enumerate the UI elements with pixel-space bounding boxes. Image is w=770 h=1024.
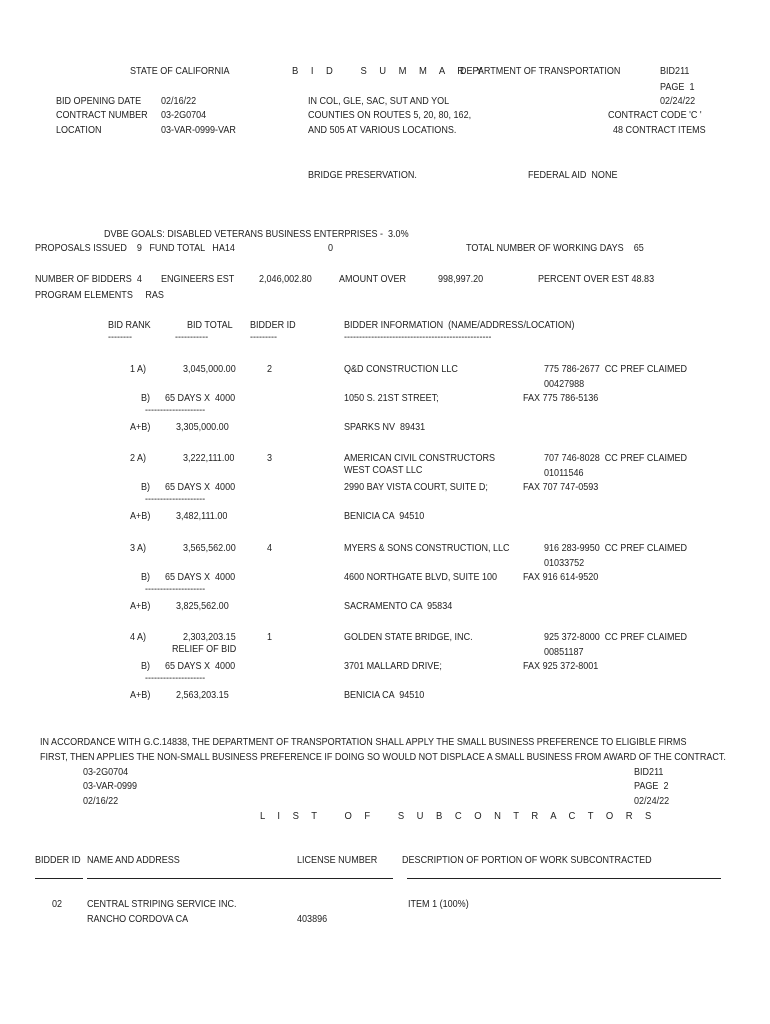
bidder-city: SACRAMENTO CA 95834	[344, 600, 453, 612]
location-value: 03-VAR-0999-VAR	[161, 124, 236, 136]
dash-separator: --------------------	[145, 404, 206, 416]
bidder-fax: FAX 775 786-5136	[523, 392, 599, 404]
bid-total: 3,045,000.00	[183, 363, 236, 375]
amount-over-label: AMOUNT OVER	[339, 273, 407, 285]
report-id: BID211	[660, 65, 690, 77]
dvbe-goals: DVBE GOALS: DISABLED VETERANS BUSINESS ENTERPRISES - 3.0%	[104, 228, 409, 240]
sub-col-description: DESCRIPTION OF PORTION OF WORK SUBCONTRACTED	[402, 854, 652, 866]
preference-notice-line-1: IN ACCORDANCE WITH G.C.14838, THE DEPARTMENT OF TRANSPORTATION SHALL APPLY THE SMALL BUSINESS PREFERENCE TO ELIGIBLE FIRMS	[40, 736, 687, 748]
description-line-2: COUNTIES ON ROUTES 5, 20, 80, 162,	[308, 109, 472, 121]
bid-rank: 2 A)	[130, 452, 147, 464]
sub-name: CENTRAL STRIPING SERVICE INC.	[87, 898, 237, 910]
bid-opening-value: 02/16/22	[161, 95, 197, 107]
fund-total-value: 0	[328, 242, 334, 254]
a-plus-b-label: A+B)	[130, 689, 151, 701]
a-plus-b-total: 2,563,203.15	[176, 689, 229, 701]
engineers-est-label: ENGINEERS EST	[161, 273, 235, 285]
relief-of-bid: RELIEF OF BID	[172, 643, 237, 655]
bid-days: 65 DAYS X 4000	[165, 481, 236, 493]
a-plus-b-total: 3,305,000.00	[176, 421, 229, 433]
col-underline-rank: --------	[108, 331, 133, 343]
dash-separator: --------------------	[145, 583, 206, 595]
page2-page-number: PAGE 2	[634, 780, 669, 792]
bidder-fax: FAX 925 372-8001	[523, 660, 599, 672]
a-plus-b-label: A+B)	[130, 600, 151, 612]
bidder-fax: FAX 916 614-9520	[523, 571, 599, 583]
bidder-name-2: WEST COAST LLC	[344, 464, 423, 476]
bidder-name: Q&D CONSTRUCTION LLC	[344, 363, 458, 375]
bidder-city: BENICIA CA 94510	[344, 510, 425, 522]
bid-rank: 3 A)	[130, 542, 147, 554]
bidder-license: 00851187	[544, 646, 584, 658]
bidder-fax: FAX 707 747-0593	[523, 481, 599, 493]
contract-items: 48 CONTRACT ITEMS	[613, 124, 706, 136]
bid-days: 65 DAYS X 4000	[165, 392, 236, 404]
contract-number-value: 03-2G0704	[161, 109, 207, 121]
page2-contract: 03-2G0704	[83, 766, 129, 778]
a-plus-b-total: 3,482,111.00	[176, 510, 228, 522]
a-plus-b-total: 3,825,562.00	[176, 600, 229, 612]
report-title: B I D S U M M A R Y	[292, 65, 488, 77]
bidder-name: MYERS & SONS CONSTRUCTION, LLC	[344, 542, 510, 554]
subcontractors-title: L I S T O F S U B C O N T R A C T O R S	[260, 810, 657, 822]
bid-total: 3,565,562.00	[183, 542, 236, 554]
bidder-id: 1	[267, 631, 273, 643]
b-label: B)	[141, 481, 151, 493]
bid-rank: 4 A)	[130, 631, 147, 643]
description-line-1: IN COL, GLE, SAC, SUT AND YOL	[308, 95, 450, 107]
bidder-license: 01033752	[544, 557, 585, 569]
col-underline-info: -------------------------------------------------	[344, 331, 492, 343]
engineers-est-value: 2,046,002.80	[259, 273, 312, 285]
program-elements: PROGRAM ELEMENTS RAS	[35, 289, 164, 301]
bidder-name: AMERICAN CIVIL CONSTRUCTORS	[344, 452, 496, 464]
bidder-city: SPARKS NV 89431	[344, 421, 426, 433]
bidder-phone: 775 786-2677 CC PREF CLAIMED	[544, 363, 688, 375]
sub-col-license: LICENSE NUMBER	[297, 854, 378, 866]
page2-date: 02/16/22	[83, 795, 119, 807]
sub-col-name-address: NAME AND ADDRESS	[87, 854, 180, 866]
bidder-id: 4	[267, 542, 273, 554]
sub-bidder-id: 02	[52, 898, 63, 910]
federal-aid: FEDERAL AID NONE	[528, 169, 618, 181]
bidder-phone: 916 283-9950 CC PREF CLAIMED	[544, 542, 688, 554]
a-plus-b-label: A+B)	[130, 421, 151, 433]
bid-rank: 1 A)	[130, 363, 147, 375]
sub-rule-name	[87, 878, 393, 879]
sub-description: ITEM 1 (100%)	[408, 898, 469, 910]
col-underline-id: ---------	[250, 331, 278, 343]
page-number: PAGE 1	[660, 81, 695, 93]
bidder-name: GOLDEN STATE BRIDGE, INC.	[344, 631, 473, 643]
col-bid-rank: BID RANK	[108, 319, 151, 331]
bidder-address: 1050 S. 21ST STREET;	[344, 392, 439, 404]
location-label: LOCATION	[56, 124, 102, 136]
bidder-id: 2	[267, 363, 273, 375]
bidder-address: 4600 NORTHGATE BLVD, SUITE 100	[344, 571, 498, 583]
col-bid-total: BID TOTAL	[187, 319, 233, 331]
bidder-city: BENICIA CA 94510	[344, 689, 425, 701]
contract-number-label: CONTRACT NUMBER	[56, 109, 148, 121]
dash-separator: --------------------	[145, 493, 206, 505]
bidder-phone: 925 372-8000 CC PREF CLAIMED	[544, 631, 688, 643]
work-type: BRIDGE PRESERVATION.	[308, 169, 417, 181]
proposals-issued: PROPOSALS ISSUED 9 FUND TOTAL HA14	[35, 242, 235, 254]
number-of-bidders: NUMBER OF BIDDERS 4	[35, 273, 142, 285]
contract-code: CONTRACT CODE 'C '	[608, 109, 702, 121]
col-underline-total: -----------	[175, 331, 209, 343]
bidder-license: 00427988	[544, 378, 585, 390]
col-bidder-info: BIDDER INFORMATION (NAME/ADDRESS/LOCATION)	[344, 319, 575, 331]
state-label: STATE OF CALIFORNIA	[130, 65, 230, 77]
bidder-address: 2990 BAY VISTA COURT, SUITE D;	[344, 481, 488, 493]
sub-rule-description	[407, 878, 721, 879]
bidder-id: 3	[267, 452, 273, 464]
bid-days: 65 DAYS X 4000	[165, 571, 236, 583]
sub-col-bidder-id: BIDDER ID	[35, 854, 81, 866]
bid-total: 3,222,111.00	[183, 452, 235, 464]
page2-print-date: 02/24/22	[634, 795, 670, 807]
page2-location: 03-VAR-0999	[83, 780, 138, 792]
description-line-3: AND 505 AT VARIOUS LOCATIONS.	[308, 124, 457, 136]
sub-license: 403896	[297, 913, 328, 925]
preference-notice-line-2: FIRST, THEN APPLIES THE NON-SMALL BUSINESS PREFERENCE IF DOING SO WOULD NOT DISPLACE A SMALL BUSINESS FROM AWARD OF THE CONTRACT.	[40, 751, 726, 763]
bid-total: 2,303,203.15	[183, 631, 236, 643]
page2-report-id: BID211	[634, 766, 664, 778]
b-label: B)	[141, 660, 151, 672]
bidder-address: 3701 MALLARD DRIVE;	[344, 660, 442, 672]
sub-rule-id	[35, 878, 83, 879]
sub-city: RANCHO CORDOVA CA	[87, 913, 189, 925]
department-label: DEPARTMENT OF TRANSPORTATION	[460, 65, 621, 77]
bidder-phone: 707 746-8028 CC PREF CLAIMED	[544, 452, 688, 464]
b-label: B)	[141, 392, 151, 404]
working-days: TOTAL NUMBER OF WORKING DAYS 65	[466, 242, 644, 254]
bid-opening-label: BID OPENING DATE	[56, 95, 142, 107]
col-bidder-id: BIDDER ID	[250, 319, 296, 331]
bidder-license: 01011546	[544, 467, 584, 479]
print-date: 02/24/22	[660, 95, 696, 107]
bid-days: 65 DAYS X 4000	[165, 660, 236, 672]
dash-separator: --------------------	[145, 672, 206, 684]
b-label: B)	[141, 571, 151, 583]
a-plus-b-label: A+B)	[130, 510, 151, 522]
percent-over-est: PERCENT OVER EST 48.83	[538, 273, 655, 285]
amount-over-value: 998,997.20	[438, 273, 484, 285]
